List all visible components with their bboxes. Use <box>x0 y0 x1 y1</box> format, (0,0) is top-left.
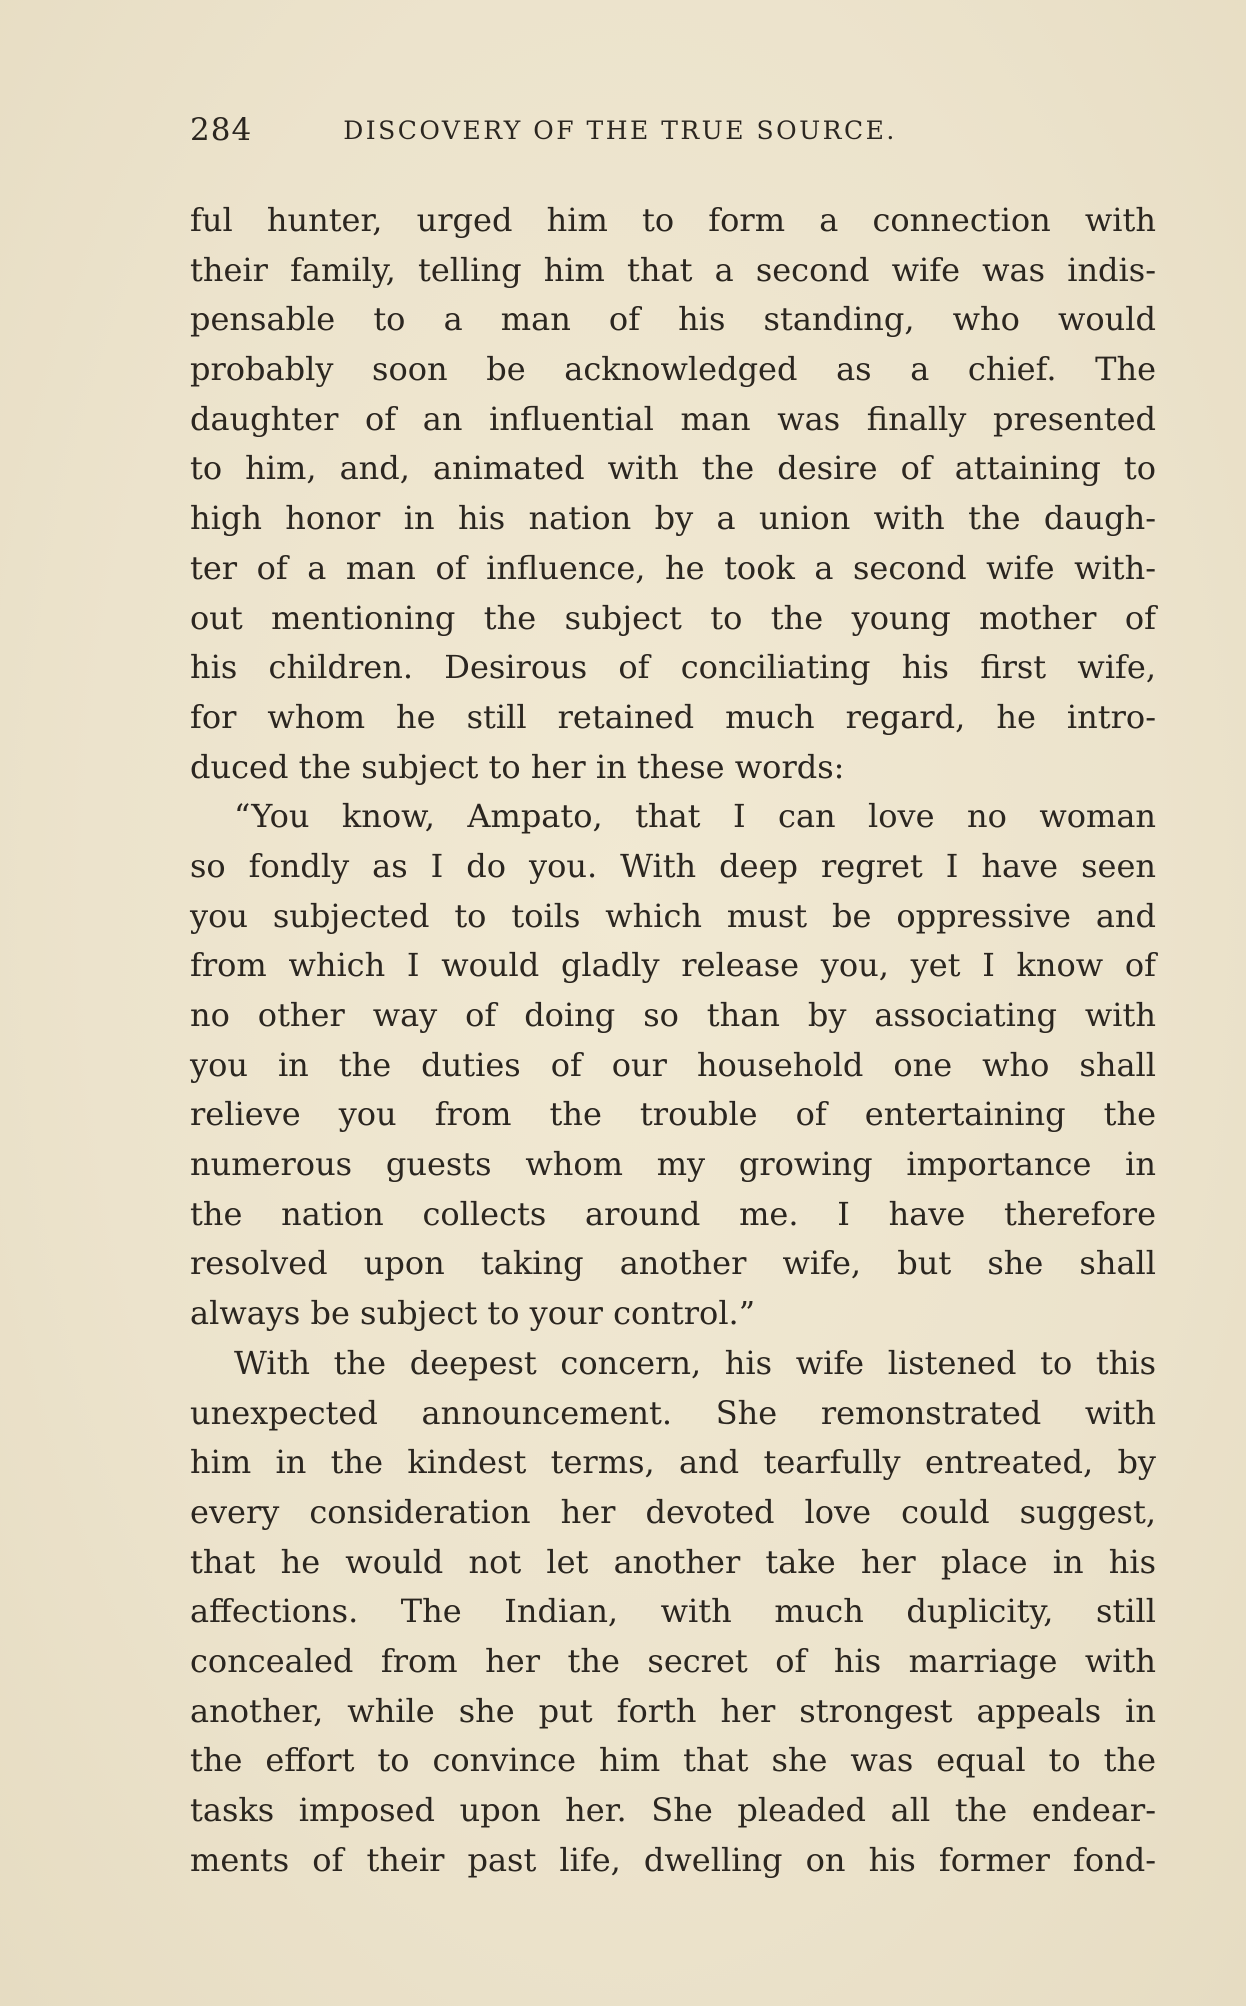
text-line: concealed from her the secret of his marriage with <box>190 1641 1156 1680</box>
text-line: no other way of doing so than by associating with <box>190 996 1156 1034</box>
text-line: daughter of an influential man was finally presented <box>190 399 1156 438</box>
text-line: ter of a man of influence, he took a second wife with- <box>190 548 1156 587</box>
text-line: ments of their past life, dwelling on his former fond- <box>190 1840 1156 1879</box>
text-line: numerous guests whom my growing importance in <box>190 1145 1156 1184</box>
running-title: DISCOVERY OF THE TRUE SOURCE. <box>343 116 897 145</box>
text-line: ful hunter, urged him to form a connection with <box>190 201 1156 239</box>
text-line: “You know, Ampato, that I can love no woman <box>234 797 1156 836</box>
text-line: that he would not let another take her place in his <box>190 1542 1156 1581</box>
text-line: from which I would gladly release you, yet I know of <box>190 946 1156 985</box>
text-line: always be subject to your control.” <box>190 1294 756 1333</box>
text-line: pensable to a man of his standing, who would <box>190 300 1156 339</box>
text-line: the effort to convince him that she was equal to the <box>190 1741 1156 1780</box>
text-line: unexpected announcement. She remonstrated with <box>190 1393 1156 1432</box>
text-line: to him, and, animated with the desire of attaining to <box>190 449 1156 488</box>
text-line: you subjected to toils which must be oppressive and <box>190 896 1156 935</box>
text-line: every consideration her devoted love could suggest, <box>190 1492 1156 1531</box>
text-line: relieve you from the trouble of entertaining the <box>190 1095 1156 1134</box>
text-line: him in the kindest terms, and tearfully entreated, by <box>190 1443 1156 1482</box>
text-line: high honor in his nation by a union with the daugh- <box>190 499 1156 538</box>
page-number: 284 <box>190 112 253 148</box>
text-line: affections. The Indian, with much duplicity, still <box>190 1592 1156 1631</box>
text-line: duced the subject to her in these words: <box>190 747 845 786</box>
text-line: their family, telling him that a second wife was indis- <box>190 250 1156 289</box>
text-line: probably soon be acknowledged as a chief. The <box>190 350 1156 389</box>
text-line: you in the duties of our household one who shall <box>190 1045 1156 1084</box>
text-line: resolved upon taking another wife, but she shall <box>190 1244 1156 1283</box>
text-line: out mentioning the subject to the young mother of <box>190 598 1156 637</box>
text-line: so fondly as I do you. With deep regret I have seen <box>190 846 1156 885</box>
body-text <box>190 196 1156 1885</box>
text-line: With the deepest concern, his wife listened to this <box>234 1343 1156 1382</box>
text-line: the nation collects around me. I have therefore <box>190 1194 1156 1233</box>
text-line: tasks imposed upon her. She pleaded all the endear- <box>190 1791 1156 1829</box>
text-line: his children. Desirous of conciliating his first wife, <box>190 648 1156 687</box>
text-line: another, while she put forth her strongest appeals in <box>190 1691 1156 1730</box>
page-header <box>190 112 1010 156</box>
text-line: for whom he still retained much regard, he intro- <box>190 697 1156 736</box>
